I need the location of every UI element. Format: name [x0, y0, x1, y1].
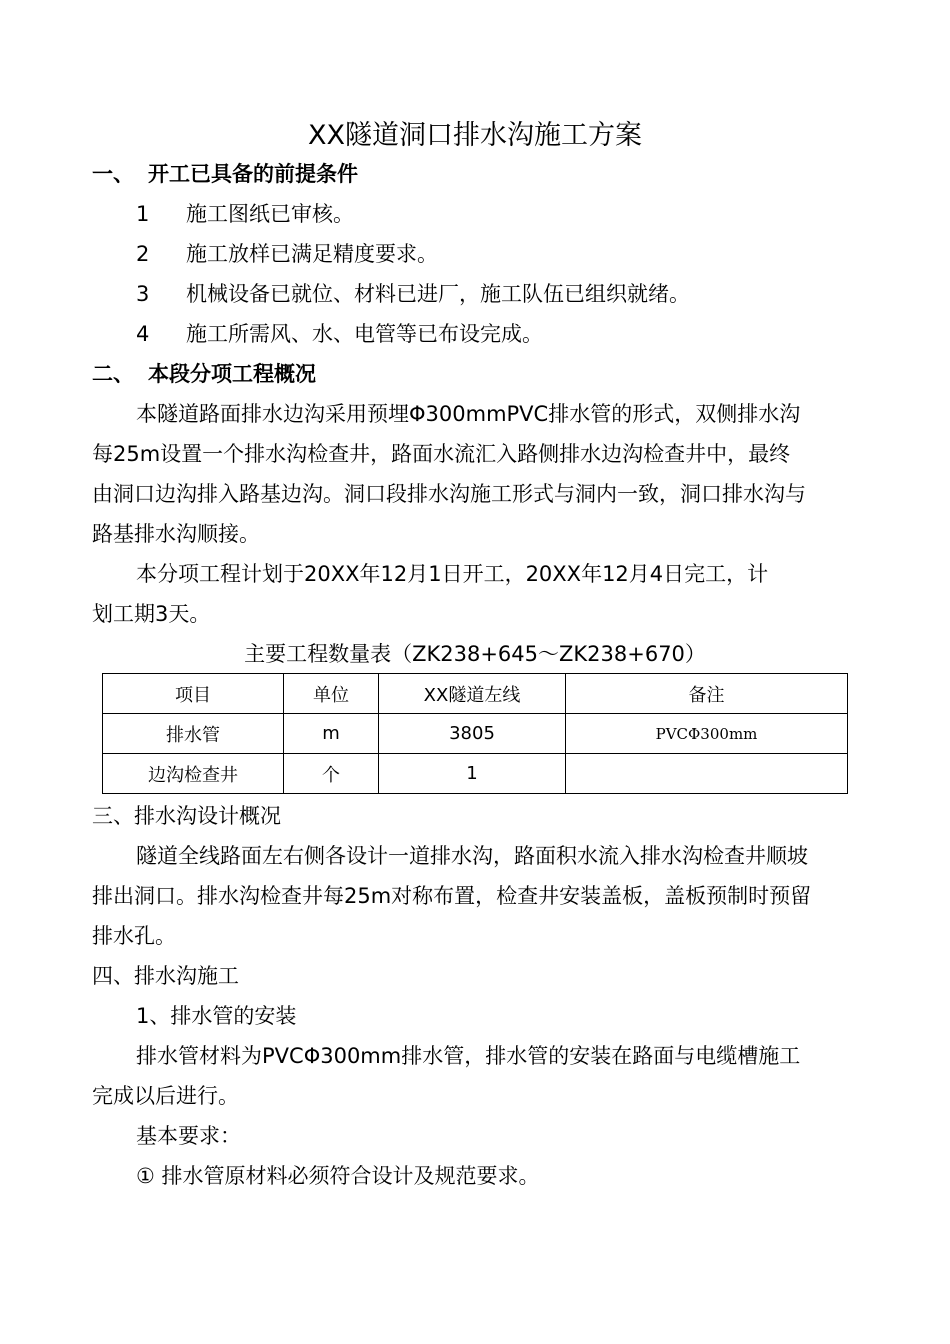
table-caption: 主要工程数量表（ZK238+645～ZK238+670） [244, 642, 706, 666]
table-cell [566, 754, 848, 794]
table-header-cell: 项目 [103, 674, 284, 714]
table-header-cell: 单位 [284, 674, 379, 714]
table-header-cell: XX隧道左线 [379, 674, 566, 714]
table-cell: m [284, 714, 379, 754]
section-title: 本段分项工程概况 [148, 362, 316, 386]
section-heading-4: 四、排水沟施工 [92, 964, 239, 988]
list-item: 4 施工所需风、水、电管等已布设完成。 [136, 322, 543, 346]
paragraph-line: 每25m设置一个排水沟检查井，路面水流汇入路侧排水边沟检查井中，最终 [92, 442, 791, 466]
table-row [103, 754, 848, 794]
paragraph-line: 排水管材料为PVCΦ300mm排水管，排水管的安装在路面与电缆槽施工 [136, 1044, 801, 1068]
table-cell: 排水管 [103, 714, 284, 754]
quantity-table [102, 673, 848, 794]
paragraph-line: 划工期3天。 [92, 602, 211, 626]
document-title: XX隧道洞口排水沟施工方案 [308, 120, 642, 151]
paragraph-line: 路基排水沟顺接。 [92, 522, 260, 546]
basic-requirements-label: 基本要求： [136, 1124, 241, 1148]
paragraph-line: 本隧道路面排水边沟采用预埋Φ300mmPVC排水管的形式，双侧排水沟 [136, 402, 801, 426]
paragraph-line: 本分项工程计划于20XX年12月1日开工，20XX年12月4日完工，计 [136, 562, 769, 586]
paragraph-line: 由洞口边沟排入路基边沟。洞口段排水沟施工形式与洞内一致，洞口排水沟与 [92, 482, 806, 506]
paragraph-line: 排出洞口。排水沟检查井每25m对称布置，检查井安装盖板，盖板预制时预留 [92, 884, 812, 908]
table-cell: 边沟检查井 [103, 754, 284, 794]
table-cell: 3805 [379, 714, 566, 754]
section-heading-1 [92, 159, 358, 189]
section-heading-3: 三、排水沟设计概况 [92, 804, 281, 828]
table-cell: 个 [284, 754, 379, 794]
requirement-item: ① 排水管原材料必须符合设计及规范要求。 [136, 1164, 540, 1188]
paragraph-line: 排水孔。 [92, 924, 176, 948]
section-number: 二、 [92, 362, 134, 386]
list-item: 1 施工图纸已审核。 [136, 202, 354, 226]
section-title: 开工已具备的前提条件 [148, 162, 358, 186]
list-item: 3 机械设备已就位、材料已进厂，施工队伍已组织就绪。 [136, 282, 690, 306]
table-header-cell: 备注 [566, 674, 848, 714]
table-header-row [103, 674, 848, 714]
table-row [103, 714, 848, 754]
section-heading-2 [92, 359, 316, 389]
paragraph-line: 隧道全线路面左右侧各设计一道排水沟，路面积水流入排水沟检查井顺坡 [136, 844, 808, 868]
list-item: 2 施工放样已满足精度要求。 [136, 242, 438, 266]
paragraph-line: 完成以后进行。 [92, 1084, 239, 1108]
table-cell: 1 [379, 754, 566, 794]
subsection-heading: 1、排水管的安装 [136, 1004, 297, 1028]
table-cell: PVCΦ300mm [566, 714, 848, 754]
section-number: 一、 [92, 162, 134, 186]
